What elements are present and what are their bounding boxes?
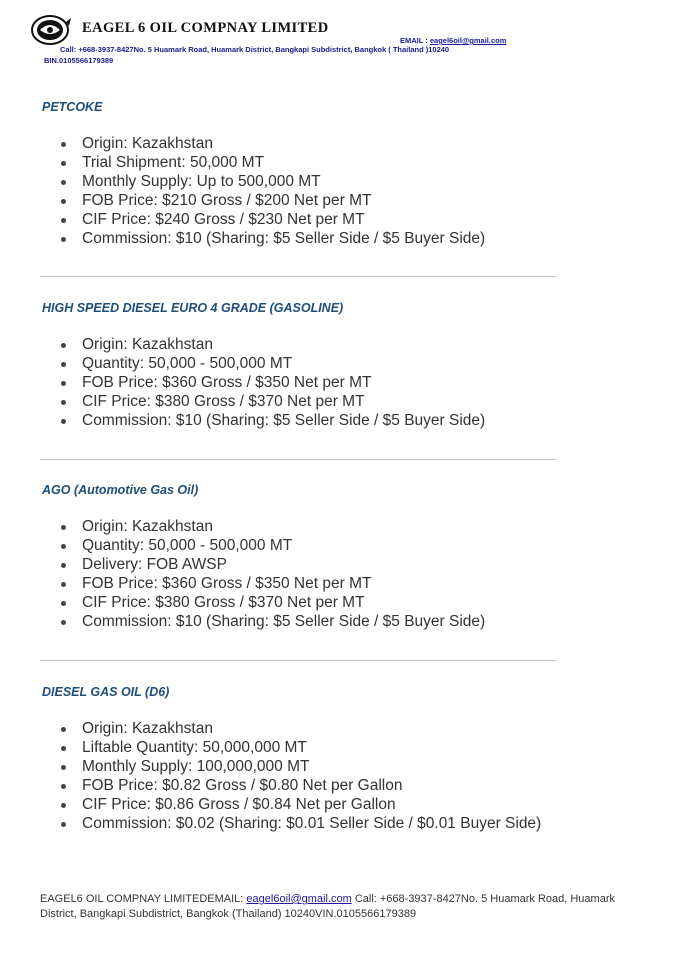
- section-divider: [40, 459, 556, 460]
- footer-email-link[interactable]: eagel6oil@gmail.com: [246, 893, 352, 905]
- bullet-icon: [61, 784, 66, 789]
- section-title: HIGH SPEED DIESEL EURO 4 GRADE (GASOLINE): [42, 301, 344, 315]
- list-item: [60, 574, 485, 593]
- list-item: [60, 153, 485, 172]
- bullet-icon: [61, 343, 66, 348]
- list-item: [60, 354, 485, 373]
- bullet-icon: [61, 727, 66, 732]
- list-item: [60, 795, 541, 814]
- bullet-icon: [61, 803, 66, 808]
- list-item: [60, 172, 485, 191]
- section-divider: [40, 660, 556, 661]
- bullet-icon: [61, 362, 66, 367]
- list-item: [60, 373, 485, 392]
- section-divider: [40, 276, 556, 277]
- item-text: Commission: $0.02 (Sharing: $0.01 Seller Side / $0.01 Buyer Side): [82, 815, 542, 833]
- list-item: [60, 776, 541, 795]
- spec-list: [60, 134, 485, 249]
- section-title: PETCOKE: [42, 100, 103, 114]
- bullet-icon: [61, 400, 66, 405]
- list-item: [60, 411, 485, 430]
- bullet-icon: [61, 582, 66, 587]
- bullet-icon: [61, 822, 66, 827]
- footer-contact-text: Call: +668-3937-8427No. 5 Huamark Road, Huamark District, Bangkapi Subdistrict, Bangkok (Thailand) 10240VIN.0105566179389: [40, 893, 615, 920]
- bullet-icon: [61, 544, 66, 549]
- bullet-icon: [61, 563, 66, 568]
- item-text: CIF Price: $380 Gross / $370 Net per MT: [82, 594, 365, 612]
- item-text: Liftable Quantity: 50,000,000 MT: [82, 739, 307, 757]
- item-text: FOB Price: $360 Gross / $350 Net per MT: [82, 575, 372, 593]
- section-title: DIESEL GAS OIL (D6): [42, 685, 170, 699]
- item-text: FOB Price: $360 Gross / $350 Net per MT: [82, 374, 372, 392]
- header-bin: BIN.0105566179389: [44, 56, 114, 65]
- spec-list: [60, 517, 485, 632]
- item-text: FOB Price: $0.82 Gross / $0.80 Net per Gallon: [82, 777, 403, 795]
- bullet-icon: [61, 199, 66, 204]
- company-logo-icon: [30, 14, 72, 46]
- item-text: Commission: $10 (Sharing: $5 Seller Side / $5 Buyer Side): [82, 230, 486, 248]
- bullet-icon: [61, 746, 66, 751]
- list-item: [60, 719, 541, 738]
- list-item: [60, 536, 485, 555]
- item-text: Delivery: FOB AWSP: [82, 556, 227, 574]
- list-item: [60, 814, 541, 833]
- list-item: [60, 555, 485, 574]
- bullet-icon: [61, 765, 66, 770]
- item-text: Quantity: 50,000 - 500,000 MT: [82, 355, 293, 373]
- list-item: [60, 593, 485, 612]
- list-item: [60, 757, 541, 776]
- bullet-icon: [61, 601, 66, 606]
- page-footer: [40, 892, 630, 921]
- header-contact-line: Call: +668-3937-8427No. 5 Huamark Road, Huamark District, Bangkapi Subdistrict, Bangkok ( Thailand )10240: [60, 45, 450, 54]
- item-text: Origin: Kazakhstan: [82, 135, 213, 152]
- item-text: CIF Price: $380 Gross / $370 Net per MT: [82, 393, 365, 411]
- list-item: [60, 134, 485, 153]
- item-text: Quantity: 50,000 - 500,000 MT: [82, 537, 293, 555]
- bullet-icon: [61, 620, 66, 625]
- item-text: Commission: $10 (Sharing: $5 Seller Side / $5 Buyer Side): [82, 613, 486, 631]
- item-text: Origin: Kazakhstan: [82, 518, 213, 535]
- header-email: [400, 36, 506, 45]
- section-title: AGO (Automotive Gas Oil): [42, 483, 199, 497]
- item-text: CIF Price: $240 Gross / $230 Net per MT: [82, 211, 365, 229]
- item-text: Origin: Kazakhstan: [82, 336, 213, 353]
- bullet-icon: [61, 161, 66, 166]
- bullet-icon: [61, 180, 66, 185]
- list-item: [60, 210, 485, 229]
- bullet-icon: [61, 419, 66, 424]
- bullet-icon: [61, 142, 66, 147]
- list-item: [60, 335, 485, 354]
- item-text: Trial Shipment: 50,000 MT: [82, 154, 265, 172]
- spec-list: [60, 335, 485, 430]
- spec-list: [60, 719, 541, 834]
- item-text: Commission: $10 (Sharing: $5 Seller Side / $5 Buyer Side): [82, 412, 486, 430]
- bullet-icon: [61, 525, 66, 530]
- list-item: [60, 612, 485, 631]
- list-item: [60, 517, 485, 536]
- item-text: CIF Price: $0.86 Gross / $0.84 Net per Gallon: [82, 796, 396, 814]
- item-text: Monthly Supply: Up to 500,000 MT: [82, 173, 321, 191]
- footer-company-label: EAGEL6 OIL COMPNAY LIMITEDEMAIL:: [40, 893, 244, 905]
- list-item: [60, 738, 541, 757]
- bullet-icon: [61, 381, 66, 386]
- item-text: Origin: Kazakhstan: [82, 720, 213, 737]
- header-email-label: EMAIL :: [400, 36, 428, 45]
- item-text: Monthly Supply: 100,000,000 MT: [82, 758, 310, 776]
- company-name: EAGEL 6 OIL COMPNAY LIMITED: [82, 20, 329, 36]
- list-item: [60, 392, 485, 411]
- list-item: [60, 229, 485, 248]
- bullet-icon: [61, 237, 66, 242]
- item-text: FOB Price: $210 Gross / $200 Net per MT: [82, 192, 372, 210]
- list-item: [60, 191, 485, 210]
- bullet-icon: [61, 218, 66, 223]
- header-email-link[interactable]: eagel6oil@gmail.com: [429, 36, 507, 45]
